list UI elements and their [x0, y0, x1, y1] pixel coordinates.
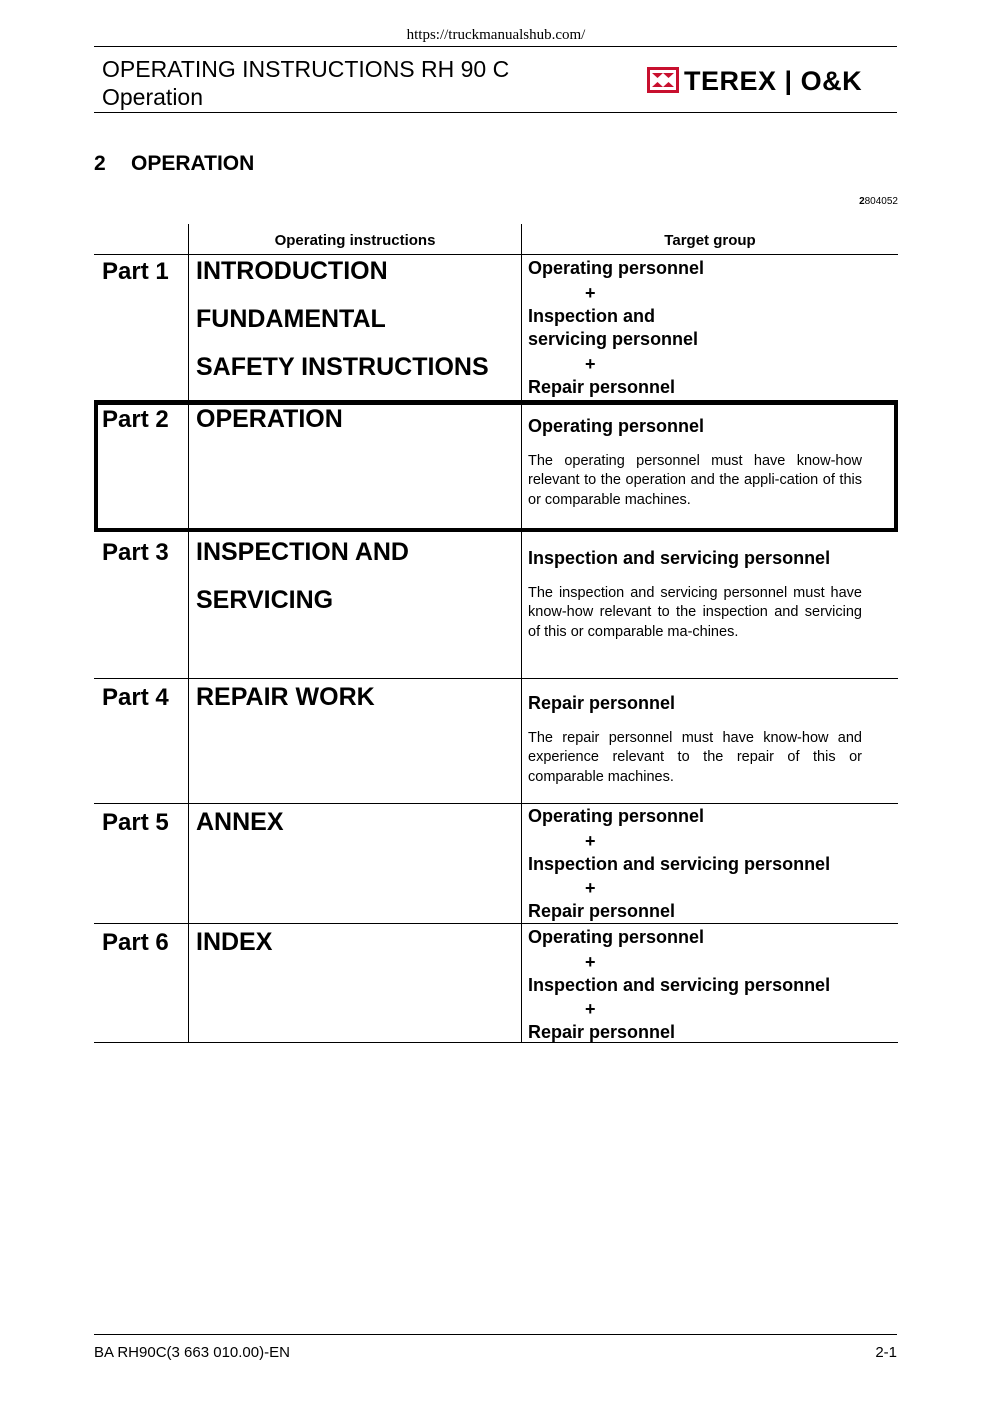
terex-emblem-icon: [647, 67, 679, 93]
target-description: The inspection and servicing personnel must have know-how relevant to the inspection and servicing of this or comparable ma-chines.: [528, 585, 862, 640]
target-heading: Operating personnel: [528, 416, 705, 436]
target-plus: +: [585, 353, 596, 374]
header-operating-instructions: Operating instructions: [274, 232, 436, 249]
target-plus: +: [585, 951, 596, 972]
part-title: [196, 798, 284, 846]
target-description: The repair personnel must have know-how and experience relevant to the repair of this or comparable machines.: [528, 730, 862, 785]
part-title-line: OPERATION: [196, 405, 343, 433]
document-title-line2: Operation: [102, 84, 204, 110]
target-description: The operating personnel must have know-how relevant to the operation and the appli-cation of this or comparable machines.: [528, 453, 862, 508]
part-title-line: SAFETY INSTRUCTIONS: [196, 353, 489, 381]
target-group: [528, 926, 862, 1045]
target-line: Repair personnel: [528, 901, 676, 921]
part-label: Part 4: [102, 684, 169, 711]
part-title-line: ANNEX: [196, 808, 284, 836]
part-title-line: REPAIR WORK: [196, 683, 375, 711]
part-title-line: INSPECTION AND: [196, 538, 409, 566]
document-number: [760, 196, 898, 207]
section-heading: [94, 152, 254, 176]
source-url[interactable]: https://truckmanualshub.com/: [406, 27, 586, 43]
part-title-line: INDEX: [196, 928, 273, 956]
table-row-part-5: [94, 804, 898, 924]
section-title: OPERATION: [131, 152, 255, 175]
part-label: Part 3: [102, 539, 169, 566]
target-plus: +: [585, 830, 596, 851]
target-heading: Inspection and servicing personnel: [528, 548, 831, 568]
target-line: Operating personnel: [528, 806, 705, 826]
table-row-part-3: [94, 532, 898, 679]
parts-table: [94, 224, 898, 1043]
part-label: Part 5: [102, 809, 169, 836]
document-number-rest: 804052: [864, 196, 898, 207]
document-number-prefix: 2: [859, 196, 865, 207]
footer-rule: [94, 1334, 897, 1335]
part-title: [196, 918, 272, 966]
target-line: Repair personnel: [528, 376, 676, 397]
part-label: Part 2: [102, 406, 169, 433]
header-target-group: Target group: [664, 232, 756, 249]
target-line: Inspection and: [528, 305, 656, 326]
table-row-part-4: [94, 679, 898, 804]
footer-document-code: BA RH90C(3 663 010.00)-EN: [94, 1344, 290, 1361]
part-title-line: INTRODUCTION: [196, 257, 388, 285]
target-group: [528, 415, 862, 510]
part-label: Part 1: [102, 258, 169, 285]
target-group: [528, 805, 862, 924]
header-top-rule: [94, 46, 897, 47]
target-group: [528, 257, 862, 399]
target-plus: +: [585, 878, 596, 898]
footer-page-number: 2-1: [875, 1344, 897, 1361]
table-row-part-1: [94, 255, 898, 401]
table-row-part-2: [94, 401, 898, 532]
target-heading: Repair personnel: [528, 693, 676, 713]
target-group: [528, 547, 862, 642]
target-line: servicing personnel: [528, 329, 699, 349]
target-line: Inspection and servicing personnel: [528, 853, 831, 874]
part-label: Part 6: [102, 929, 169, 956]
header-bottom-rule: [94, 112, 897, 113]
target-group: [528, 692, 862, 787]
target-plus: +: [585, 282, 596, 303]
target-line: Operating personnel: [528, 258, 705, 278]
part-title: [196, 673, 375, 721]
part-title-line: FUNDAMENTAL: [196, 305, 386, 333]
target-line: Operating personnel: [528, 927, 705, 947]
logo-wordmark: TEREX | O&K: [684, 66, 863, 95]
part-title: [196, 395, 343, 443]
document-title: [102, 55, 509, 111]
target-line: Repair personnel: [528, 1022, 676, 1042]
part-title: [196, 247, 489, 391]
target-plus: +: [585, 999, 596, 1019]
part-title-line: SERVICING: [196, 586, 334, 614]
section-number: 2: [94, 152, 106, 175]
target-line: Inspection and servicing personnel: [528, 974, 831, 995]
terex-ok-logo: [646, 65, 896, 95]
table-row-part-6: [94, 924, 898, 1043]
part-title: [196, 528, 409, 624]
document-title-line1: OPERATING INSTRUCTIONS RH 90 C: [102, 56, 510, 82]
